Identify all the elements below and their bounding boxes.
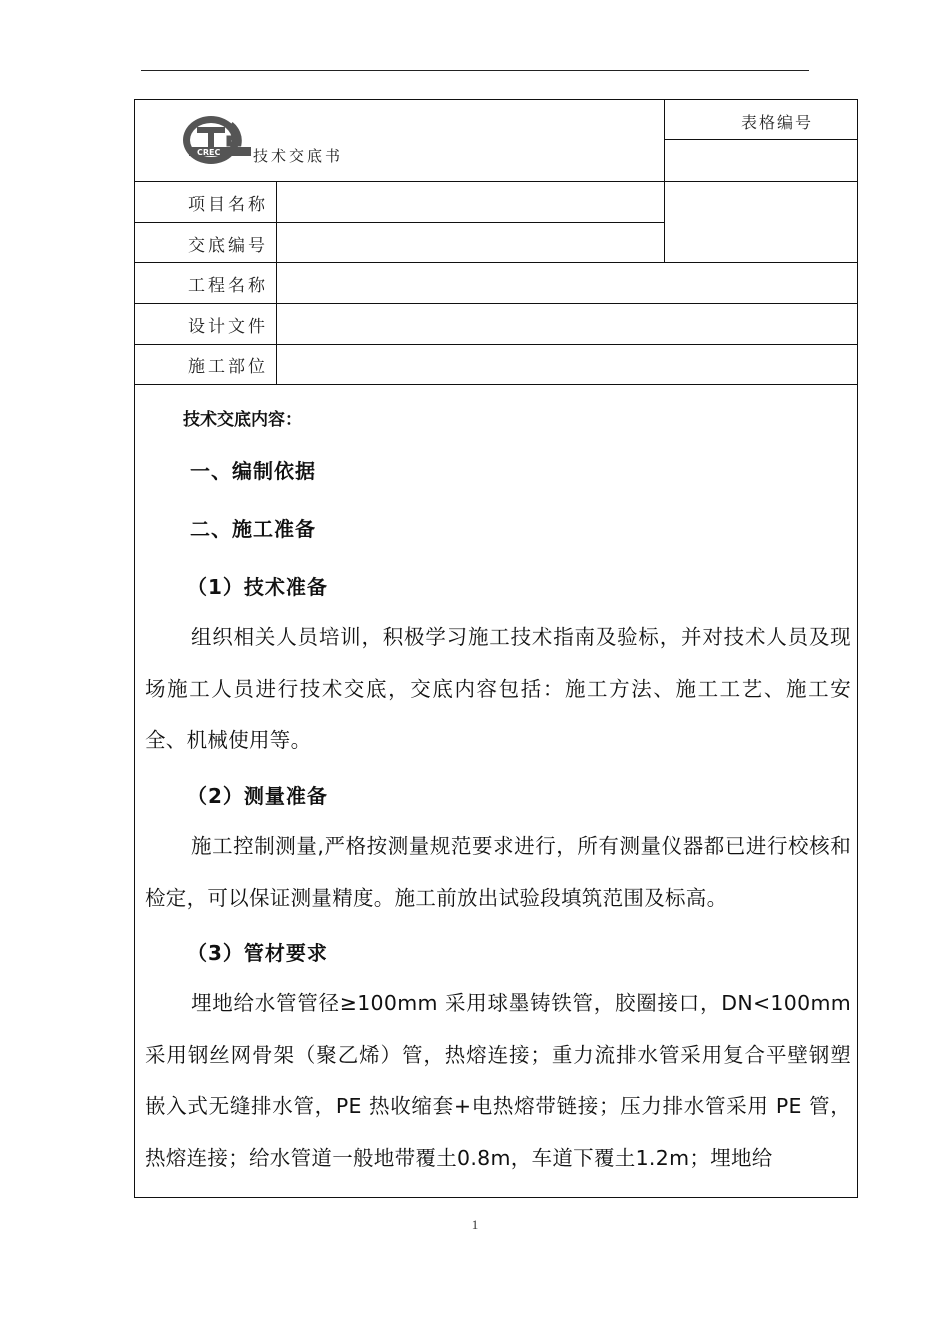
paragraph: 组织相关人员培训，积极学习施工技术指南及验标，并对技术人员及现场施工人员进行技术交底，交底内容包括：施工方法、施工工艺、施工安全、机械使用等。 bbox=[145, 625, 851, 752]
field-label-disclosure-number: 交底编号 bbox=[188, 236, 268, 256]
section-heading: 一、编制依据 bbox=[190, 459, 316, 483]
divider bbox=[664, 139, 857, 140]
divider bbox=[135, 384, 857, 385]
form-number-label: 表格编号 bbox=[741, 113, 814, 132]
subsection-heading: （3）管材要求 bbox=[187, 941, 328, 965]
field-label-engineering-name: 工程名称 bbox=[188, 276, 268, 296]
subsection-heading: （2）测量准备 bbox=[187, 784, 328, 808]
paragraph: 埋地给水管管径≥100mm 采用球墨铸铁管，胶圈接口，DN<100mm 采用钢丝网骨架（聚乙烯）管，热熔连接；重力流排水管采用复合平壁钢塑嵌入式无缝排水管，PE 热收缩套+电热熔带链接；压力排水管采用 PE 管，热熔连接；给水管道一般地带覆土0.8m，车道下覆土1.2m；埋地给 bbox=[145, 991, 851, 1170]
divider bbox=[135, 303, 857, 304]
field-label-construction-location: 施工部位 bbox=[188, 357, 268, 377]
divider bbox=[135, 262, 857, 263]
divider bbox=[135, 181, 857, 182]
paragraph: 施工控制测量,严格按测量规范要求进行，所有测量仪器都已进行校核和检定，可以保证测量精度。施工前放出试验段填筑范围及标高。 bbox=[145, 834, 851, 910]
subsection-heading: （1）技术准备 bbox=[187, 575, 328, 599]
section-heading: 二、施工准备 bbox=[190, 517, 316, 541]
header-rule bbox=[141, 70, 809, 71]
form-table bbox=[134, 99, 858, 1198]
page-number: 1 bbox=[471, 1217, 479, 1232]
divider bbox=[276, 181, 277, 384]
divider bbox=[135, 222, 664, 223]
divider bbox=[135, 344, 857, 345]
svg-text:CREC: CREC bbox=[197, 148, 221, 157]
field-label-design-document: 设计文件 bbox=[188, 317, 268, 337]
form-title: 技术交底书 bbox=[253, 147, 344, 165]
crec-logo-icon bbox=[181, 114, 257, 166]
field-label-project-name: 项目名称 bbox=[188, 195, 268, 215]
content-title: 技术交底内容： bbox=[183, 410, 302, 430]
